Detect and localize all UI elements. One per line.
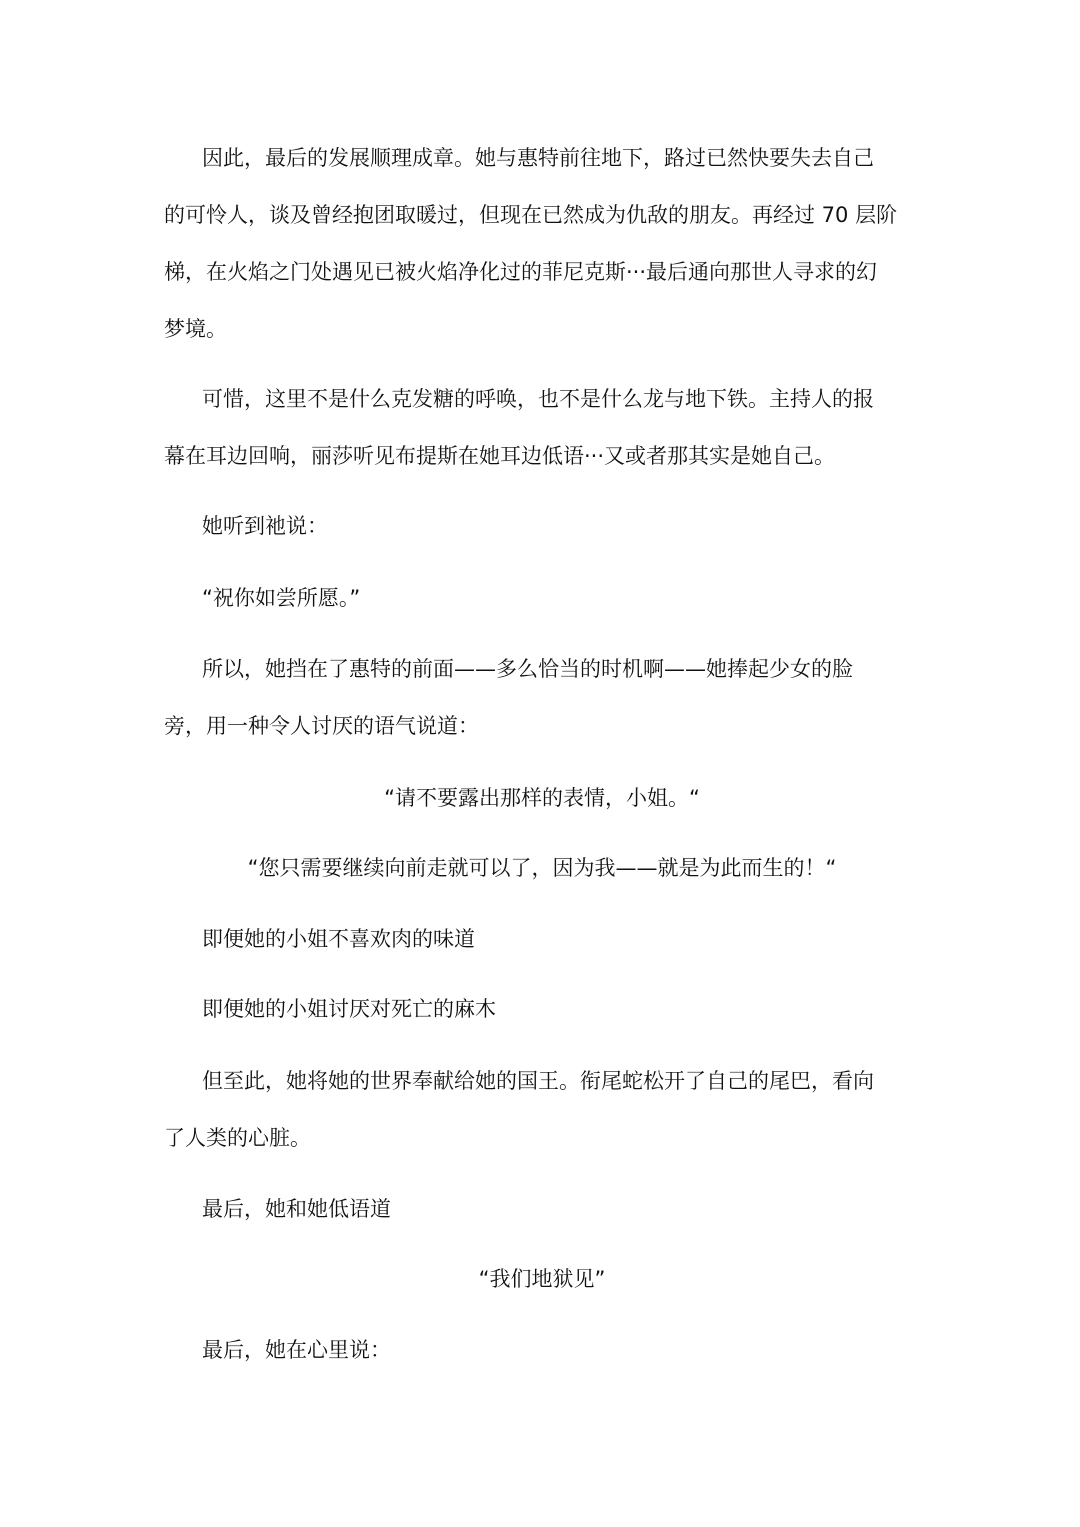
paragraph-line: 梦境。 — [164, 317, 227, 341]
paragraph-line: “请不要露出那样的表情，小姐。“ — [384, 786, 700, 810]
paragraph-line: 的可怜人，谈及曾经抱团取暖过，但现在已然成为仇敌的朋友。再经过 70 层阶 — [164, 203, 898, 227]
paragraph-6 — [164, 770, 920, 827]
paragraph-line: 可惜，这里不是什么克发糖的呼唤，也不是什么龙与地下铁。主持人的报 — [202, 387, 874, 411]
paragraph-2 — [164, 371, 920, 485]
paragraph-line: 即便她的小姐不喜欢肉的味道 — [202, 927, 475, 951]
paragraph-11 — [164, 1181, 920, 1238]
paragraph-13 — [164, 1322, 920, 1379]
paragraph-9 — [164, 981, 920, 1038]
paragraph-12 — [164, 1251, 920, 1308]
paragraph-1 — [164, 130, 920, 358]
paragraph-line: “祝你如尝所愿。” — [202, 586, 361, 610]
paragraph-line: 幕在耳边回响，丽莎听见布提斯在她耳边低语···又或者那其实是她自己。 — [164, 444, 836, 468]
paragraph-5 — [164, 641, 920, 755]
paragraph-line: 但至此，她将她的世界奉献给她的国王。衔尾蛇松开了自己的尾巴，看向 — [202, 1069, 874, 1093]
paragraph-line: 她听到祂说： — [202, 514, 328, 538]
paragraph-line: 了人类的心脏。 — [164, 1126, 311, 1150]
paragraph-line: 最后，她在心里说： — [202, 1338, 391, 1362]
paragraph-10 — [164, 1053, 920, 1167]
paragraph-7 — [164, 840, 920, 897]
paragraph-line: 旁，用一种令人讨厌的语气说道： — [164, 714, 479, 738]
paragraph-line: 梯，在火焰之门处遇见已被火焰净化过的菲尼克斯···最后通向那世人寻求的幻 — [164, 260, 878, 284]
paragraph-line: “我们地狱见” — [478, 1267, 606, 1291]
paragraph-line: 最后，她和她低语道 — [202, 1197, 391, 1221]
paragraph-8 — [164, 911, 920, 968]
paragraph-line: 所以，她挡在了惠特的前面——多么恰当的时机啊——她捧起少女的脸 — [202, 657, 853, 681]
paragraph-line: 因此，最后的发展顺理成章。她与惠特前往地下，路过已然快要失去自己 — [202, 146, 874, 170]
paragraph-line: 即便她的小姐讨厌对死亡的麻木 — [202, 997, 496, 1021]
paragraph-line: “您只需要继续向前走就可以了，因为我——就是为此而生的！“ — [247, 856, 837, 880]
paragraph-3 — [164, 498, 920, 555]
paragraph-4 — [164, 570, 920, 627]
